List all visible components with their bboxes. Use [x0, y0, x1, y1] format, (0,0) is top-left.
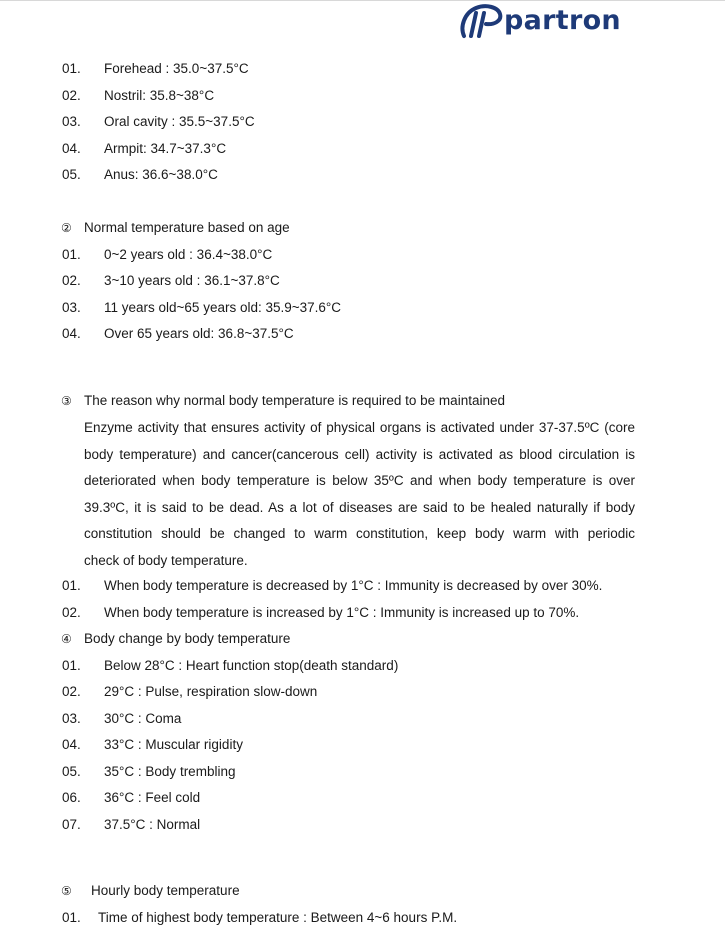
item-text: 3~10 years old : 36.1~37.8°C — [104, 273, 280, 288]
section-number: ⑤ — [61, 884, 72, 898]
paragraph-line: 39.3ºC, it is said to be dead. As a lot of diseases are said to be healed naturally if body — [84, 499, 635, 515]
item-text: 35°C : Body trembling — [104, 764, 236, 779]
section-number: ④ — [61, 632, 72, 646]
item-text: 0~2 years old : 36.4~38.0°C — [104, 247, 273, 262]
item-text: 30°C : Coma — [104, 711, 182, 726]
paragraph-line: deteriorated when body temperature is below 35ºC and when body temperature is over — [84, 473, 635, 489]
item-number: 02. — [62, 605, 81, 620]
section-title: The reason why normal body temperature is required to be maintained — [84, 393, 505, 408]
paragraph-line: Enzyme activity that ensures activity of physical organs is activated under 37-37.5ºC (core — [84, 420, 635, 435]
item-number: 02. — [62, 684, 81, 699]
item-text: 37.5°C : Normal — [104, 817, 201, 832]
item-number: 05. — [62, 764, 81, 779]
item-number: 01. — [62, 658, 81, 673]
item-text: 36°C : Feel cold — [104, 790, 201, 805]
item-text: When body temperature is increased by 1°C : Immunity is increased up to 70%. — [104, 605, 580, 620]
item-number: 06. — [62, 790, 81, 805]
item-number: 04. — [62, 326, 81, 341]
item-number: 04. — [62, 737, 81, 752]
item-number: 03. — [62, 300, 81, 315]
item-text: Over 65 years old: 36.8~37.5°C — [104, 326, 294, 341]
section-number: ② — [61, 221, 72, 235]
item-text: Oral cavity : 35.5~37.5°C — [104, 114, 255, 129]
item-text: Time of highest body temperature : Between 4~6 hours P.M. — [98, 910, 458, 925]
partron-logo — [458, 3, 636, 41]
section-paragraph — [84, 415, 635, 575]
paragraph-line: body temperature) and cancer(cancerous cell) activity is activated as blood circulation is — [84, 446, 635, 462]
item-number: 01. — [62, 910, 81, 925]
item-text: When body temperature is decreased by 1°C : Immunity is decreased by over 30%. — [104, 578, 603, 593]
item-text: Nostril: 35.8~38°C — [104, 88, 215, 103]
item-number: 07. — [62, 817, 81, 832]
item-number: 01. — [62, 61, 81, 76]
item-text: Below 28°C : Heart function stop(death standard) — [104, 658, 399, 673]
item-text: 11 years old~65 years old: 35.9~37.6°C — [104, 300, 342, 315]
section-title: Body change by body temperature — [84, 631, 291, 646]
item-number: 01. — [62, 578, 81, 593]
item-text: 33°C : Muscular rigidity — [104, 737, 243, 752]
section-title: Hourly body temperature — [91, 883, 240, 898]
item-number: 03. — [62, 711, 81, 726]
paragraph-line: constitution should be changed to warm constitution, keep body warm with periodic — [84, 526, 635, 542]
partron-logo-mark-icon — [458, 3, 504, 39]
page-top-border — [0, 0, 725, 1]
item-number: 04. — [62, 141, 81, 156]
paragraph-line: check of body temperature. — [84, 552, 248, 568]
logo-wordmark: partron — [504, 5, 621, 36]
section-number: ③ — [61, 394, 72, 408]
item-text: Anus: 36.6~38.0°C — [104, 167, 218, 182]
item-number: 05. — [62, 167, 81, 182]
item-number: 02. — [62, 88, 81, 103]
item-number: 03. — [62, 114, 81, 129]
item-number: 02. — [62, 273, 81, 288]
item-number: 01. — [62, 247, 81, 262]
item-text: Armpit: 34.7~37.3°C — [104, 141, 227, 156]
section-title: Normal temperature based on age — [84, 220, 290, 235]
item-text: Forehead : 35.0~37.5°C — [104, 61, 249, 76]
item-text: 29°C : Pulse, respiration slow-down — [104, 684, 318, 699]
